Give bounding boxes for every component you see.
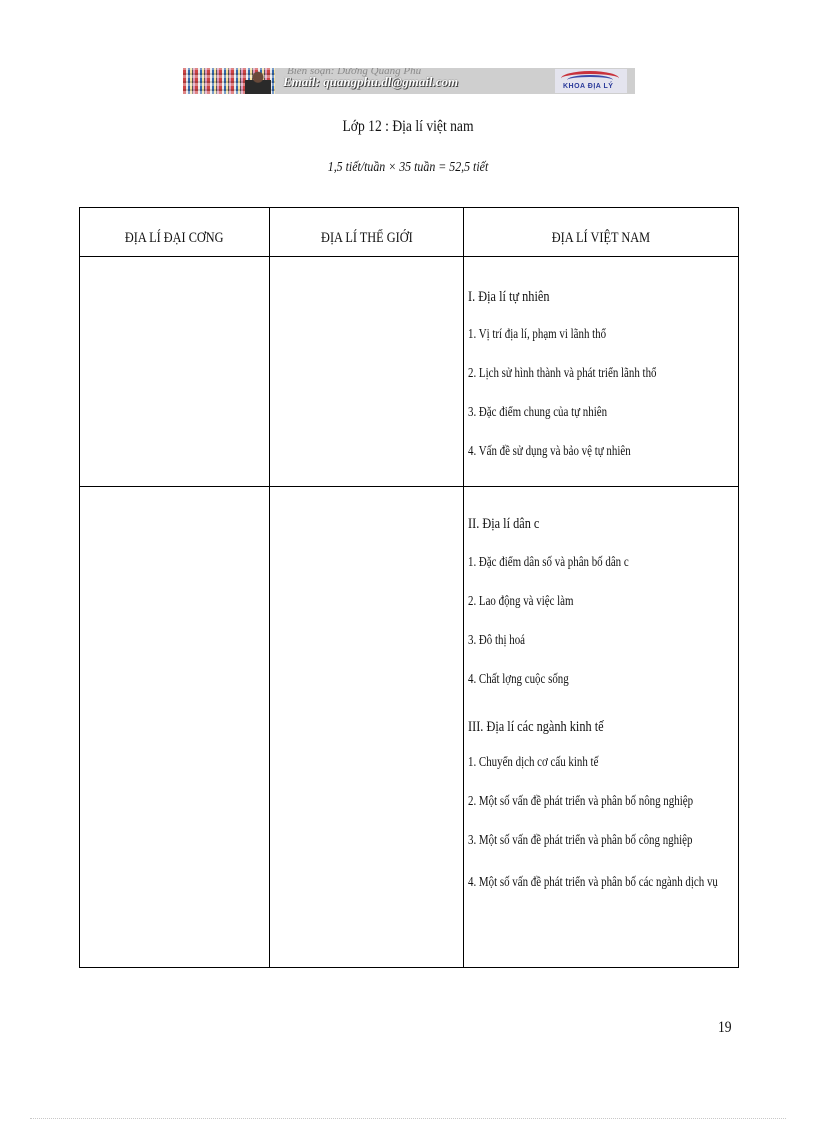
table-row bbox=[80, 257, 739, 487]
banner-email-text: Email: quangphu.dl@gmail.com bbox=[283, 74, 459, 89]
empty-cell bbox=[270, 257, 464, 487]
list-item: 3. Một số vấn đề phát triển và phân bố công nghiệp bbox=[468, 833, 693, 848]
page-number: 19 bbox=[718, 1019, 732, 1036]
bottom-divider bbox=[30, 1118, 786, 1119]
section-title: II. Địa lí dân c bbox=[468, 516, 540, 532]
header-label: ĐỊA LÍ VIỆT NAM bbox=[551, 229, 651, 246]
empty-cell bbox=[80, 257, 270, 487]
page-title: Lớp 12 : Địa lí việt nam bbox=[342, 118, 474, 135]
list-item: 4. Vấn đề sử dụng và bảo vệ tự nhiên bbox=[468, 444, 631, 459]
header-label: ĐỊA LÍ ĐẠI CƠNG bbox=[125, 229, 224, 246]
list-item: 4. Một số vấn đề phát triển và phân bố các ngành dịch vụ bbox=[468, 875, 718, 890]
section-title: I. Địa lí tự nhiên bbox=[468, 289, 550, 305]
list-item: 2. Một số vấn đề phát triển và phân bố nông nghiệp bbox=[468, 794, 694, 809]
list-item: 1. Chuyển dịch cơ cấu kinh tế bbox=[468, 755, 599, 770]
header-cell-vietnam-geography bbox=[464, 208, 739, 257]
list-item: 2. Lao động và việc làm bbox=[468, 594, 574, 609]
cell-content bbox=[464, 257, 738, 462]
curriculum-table bbox=[79, 207, 739, 968]
khoa-dia-ly-logo bbox=[555, 69, 627, 93]
cell-content bbox=[464, 487, 738, 896]
banner-portrait-image bbox=[245, 70, 271, 94]
list-item: 3. Đặc điểm chung của tự nhiên bbox=[468, 405, 608, 420]
table-row bbox=[80, 487, 739, 968]
page-subtitle: 1,5 tiết/tuần × 35 tuần = 52,5 tiết bbox=[327, 160, 489, 175]
logo-text: KHOA ĐỊA LÝ bbox=[563, 83, 614, 90]
list-item: 4. Chất lợng cuộc sống bbox=[468, 672, 569, 687]
header-cell-world-geography bbox=[270, 208, 464, 257]
content-cell bbox=[464, 487, 739, 968]
section-title: III. Địa lí các ngành kinh tế bbox=[468, 719, 604, 735]
list-item: 2. Lịch sử hình thành và phát triển lãnh thổ bbox=[468, 366, 657, 381]
empty-cell bbox=[270, 487, 464, 968]
header-banner bbox=[183, 68, 635, 94]
content-cell bbox=[464, 257, 739, 487]
header-label: ĐỊA LÍ THẾ GIỚI bbox=[320, 229, 413, 246]
list-item: 1. Đặc điểm dân số và phân bố dân c bbox=[468, 555, 629, 570]
banner-author-text: Biên soạn: Dương Quang Phú bbox=[287, 68, 422, 77]
list-item: 1. Vị trí địa lí, phạm vi lãnh thổ bbox=[468, 327, 607, 342]
header-cell-general-geography bbox=[80, 208, 270, 257]
empty-cell bbox=[80, 487, 270, 968]
table-header-row bbox=[80, 208, 739, 257]
list-item: 3. Đô thị hoá bbox=[468, 633, 526, 648]
